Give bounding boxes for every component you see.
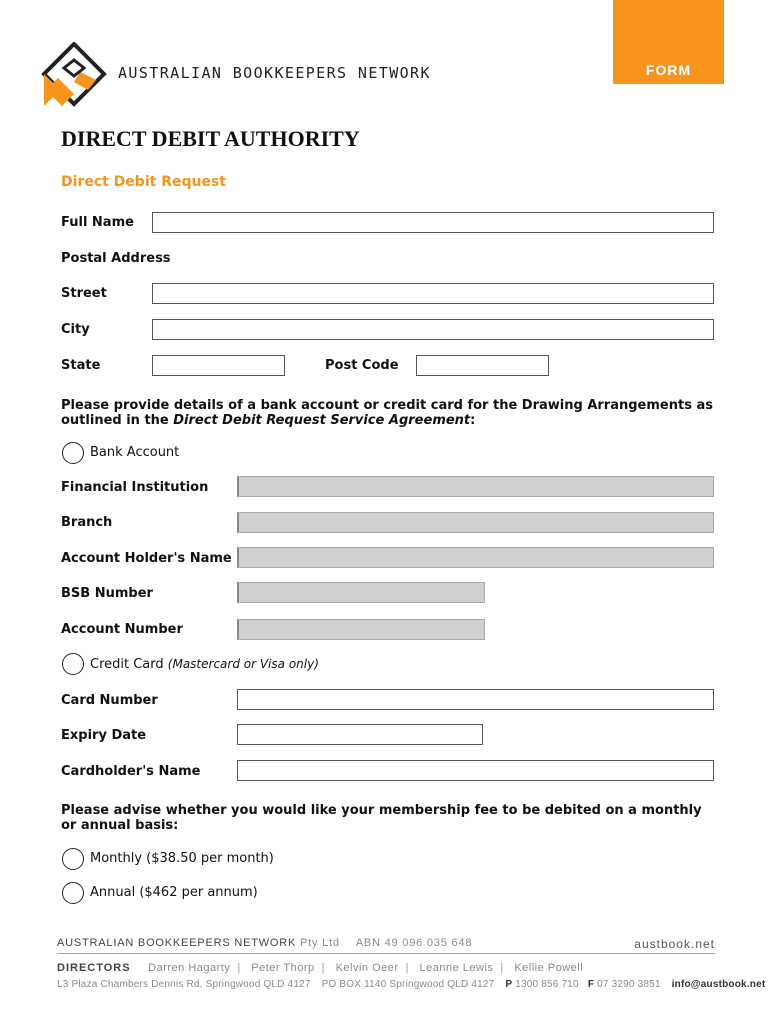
post-code-field[interactable] <box>416 355 549 376</box>
postal-address-label: Postal Address <box>61 251 171 266</box>
footer-company: AUSTRALIAN BOOKKEEPERS NETWORK <box>57 937 297 949</box>
cardholder-name-label: Cardholder's Name <box>61 764 201 779</box>
brand-name: AUSTRALIAN BOOKKEEPERS NETWORK <box>118 64 431 82</box>
street-label: Street <box>61 286 107 301</box>
city-field[interactable] <box>152 319 714 340</box>
full-name-label: Full Name <box>61 215 134 230</box>
credit-card-radio[interactable] <box>62 653 84 675</box>
branch-label: Branch <box>61 515 113 530</box>
expiry-date-field[interactable] <box>237 724 483 745</box>
director-name: Darren Hagarty <box>148 962 231 974</box>
post-code-label: Post Code <box>325 358 399 373</box>
annual-radio[interactable] <box>62 882 84 904</box>
state-field[interactable] <box>152 355 285 376</box>
fax-label: F <box>587 979 595 990</box>
footer-po-box: PO BOX 1140 Springwood QLD 4127 <box>321 979 495 990</box>
card-number-field[interactable] <box>237 689 714 710</box>
director-name: Leanne Lewis <box>419 962 494 974</box>
phone-label: P <box>505 979 513 990</box>
bsb-number-label: BSB Number <box>61 586 153 601</box>
form-tab <box>613 0 724 84</box>
card-number-label: Card Number <box>61 693 158 708</box>
annual-label: Annual ($462 per annum) <box>90 885 258 900</box>
street-field[interactable] <box>152 283 714 304</box>
full-name-field[interactable] <box>152 212 714 233</box>
cardholder-name-field[interactable] <box>237 760 714 781</box>
section-title: Direct Debit Request <box>61 174 226 190</box>
account-number-label: Account Number <box>61 622 183 637</box>
branch-field[interactable] <box>237 512 714 533</box>
city-label: City <box>61 322 90 337</box>
monthly-radio[interactable] <box>62 848 84 870</box>
account-holder-field[interactable] <box>237 547 714 568</box>
credit-card-label: Credit Card (Mastercard or Visa only) <box>90 657 319 672</box>
account-number-field[interactable] <box>237 619 485 640</box>
form-tab-label: FORM <box>645 62 692 78</box>
footer-directors-line: DIRECTORS Darren Hagarty | Peter Thorp | Kelvin Oeer | Leanne Lewis | Kellie Powell <box>57 962 584 974</box>
footer-company-suffix: Pty Ltd <box>296 937 340 949</box>
footer-divider <box>57 953 715 954</box>
footer-company-line <box>57 937 715 949</box>
footer-abn: ABN 49 096 035 648 <box>355 937 473 949</box>
footer-fax: 07 3290 3851 <box>597 979 661 990</box>
footer-email[interactable]: info@austbook.net <box>671 979 766 990</box>
footer-contact-line <box>57 979 766 990</box>
footer-phone: 1300 856 710 <box>515 979 579 990</box>
membership-question: Please advise whether you would like your membership fee to be debited on a monthly or annual basis: <box>61 803 702 833</box>
footer-address: L3 Plaza Chambers Dennis Rd, Springwood QLD 4127 <box>57 979 311 990</box>
director-name: Kelvin Oeer <box>335 962 399 974</box>
state-label: State <box>61 358 101 373</box>
abn-logo-icon <box>40 42 108 110</box>
page-title: DIRECT DEBIT AUTHORITY <box>61 126 360 151</box>
expiry-date-label: Expiry Date <box>61 728 147 743</box>
payment-instructions: Please provide details of a bank account or credit card for the Drawing Arrangements as outlined in the Direct Debit Request Service Agreement: <box>61 398 713 428</box>
financial-institution-label: Financial Institution <box>61 480 209 495</box>
directors-label: DIRECTORS <box>57 962 131 974</box>
bank-account-label: Bank Account <box>90 445 180 460</box>
director-name: Kellie Powell <box>514 962 584 974</box>
director-name: Peter Thorp <box>251 962 315 974</box>
account-holder-label: Account Holder's Name <box>61 551 232 566</box>
bank-account-radio[interactable] <box>62 442 84 464</box>
footer-website[interactable]: austbook.net <box>634 937 715 951</box>
monthly-label: Monthly ($38.50 per month) <box>90 851 274 866</box>
financial-institution-field[interactable] <box>237 476 714 497</box>
bsb-number-field[interactable] <box>237 582 485 603</box>
